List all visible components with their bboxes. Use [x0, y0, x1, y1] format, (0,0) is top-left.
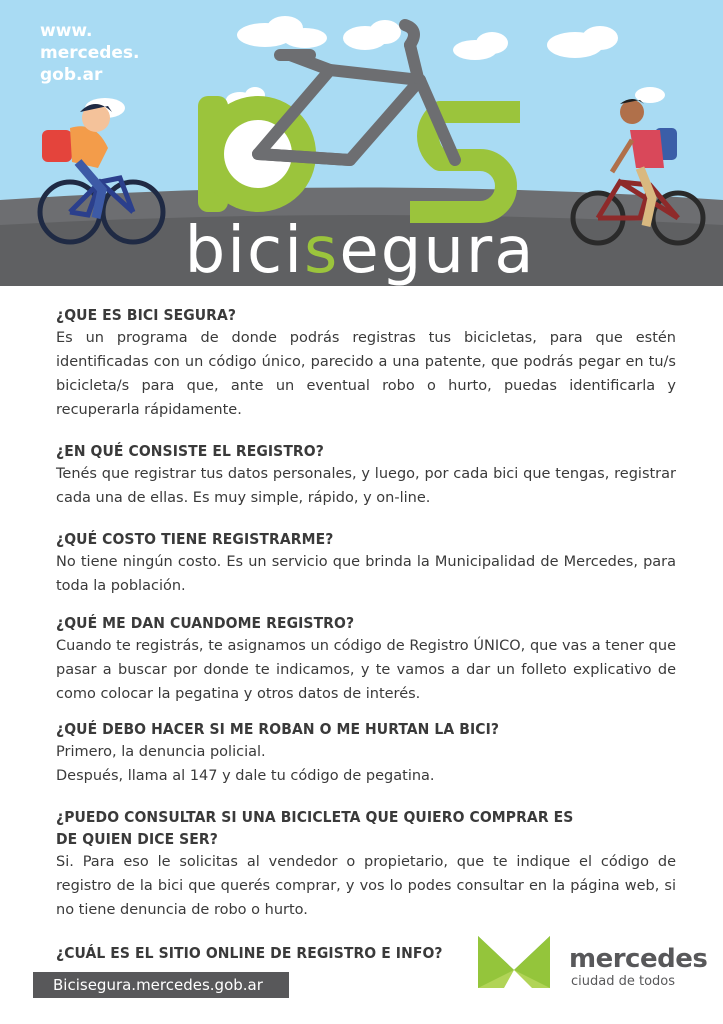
url-line-1: www. — [40, 21, 93, 41]
faq-section-2 — [56, 440, 676, 510]
faq-answer: Cuando te registrás, te asignamos un código de Registro ÚNICO, que vas a tener que pasar a buscar por donde te indicamos, y te vamos a dar un folleto explicativo de como colocar la pegatina y otros datos de interés. — [56, 638, 676, 702]
faq-question: ¿QUÉ COSTO TIENE REGISTRARME? — [56, 530, 334, 548]
faq-section-3 — [56, 528, 676, 598]
faq-section-5 — [56, 718, 676, 788]
faq-answer-line-1: Primero, la denuncia policial. — [56, 744, 266, 760]
faq-question-line-2: DE QUIEN DICE SER? — [56, 830, 218, 848]
hero-banner — [0, 0, 723, 286]
faq-answer-line-2: Después, llama al 147 y dale tu código de pegatina. — [56, 768, 435, 784]
faq-question: ¿EN QUÉ CONSISTE EL REGISTRO? — [56, 442, 324, 460]
faq-question: ¿CUÁL ES EL SITIO ONLINE DE REGISTRO E INFO? — [56, 944, 443, 962]
bicisegura-wordmark — [160, 216, 560, 286]
faq-section-4 — [56, 612, 676, 706]
mercedes-logo-mark-icon — [474, 930, 564, 992]
website-url-badge — [40, 20, 140, 86]
site-url-link[interactable]: Bicisegura.mercedes.gob.ar — [33, 972, 289, 998]
logo-tagline: ciudad de todos — [571, 974, 676, 989]
faq-question: ¿QUE ES BICI SEGURA? — [56, 306, 237, 324]
logo-name: mercedes — [569, 944, 708, 974]
url-line-3: gob.ar — [40, 65, 103, 85]
faq-answer: No tiene ningún costo. Es un servicio que brinda la Municipalidad de Mercedes, para toda la población. — [56, 554, 676, 594]
faq-answer: Es un programa de donde podrás registras tus bicicletas, para que estén identificadas con un código único, parecido a una patente, que podrás pegar en tu/s bicicleta/s para que, ante un eventual robo o hurto, puedas identificarla y recuperarla rápidamente. — [56, 330, 676, 418]
url-line-2: mercedes. — [40, 43, 140, 63]
faq-section-1 — [56, 304, 676, 422]
wordmark-part-2: s — [303, 214, 340, 286]
faq-question: ¿QUÉ DEBO HACER SI ME ROBAN O ME HURTAN LA BICI? — [56, 720, 500, 738]
faq-question: ¿QUÉ ME DAN CUANDOME REGISTRO? — [56, 614, 355, 632]
faq-answer: Si. Para eso le solicitas al vendedor o propietario, que te indique el código de registro de la bici que querés comprar, y vos lo podes consultar en la página web, si no tiene denuncia de robo o hurto. — [56, 854, 676, 918]
faq-answer: Tenés que registrar tus datos personales, y luego, por cada bici que tengas, registrar cada una de ellas. Es muy simple, rápido, y on-line. — [56, 466, 676, 506]
faq-question-line-1: ¿PUEDO CONSULTAR SI UNA BICICLETA QUE QUIERO COMPRAR ES — [56, 808, 574, 826]
faq-section-6 — [56, 806, 676, 922]
wordmark-part-1: bici — [184, 214, 304, 286]
wordmark-part-3: egura — [339, 214, 536, 286]
clouds — [85, 16, 665, 118]
mercedes-logo — [474, 930, 714, 1000]
